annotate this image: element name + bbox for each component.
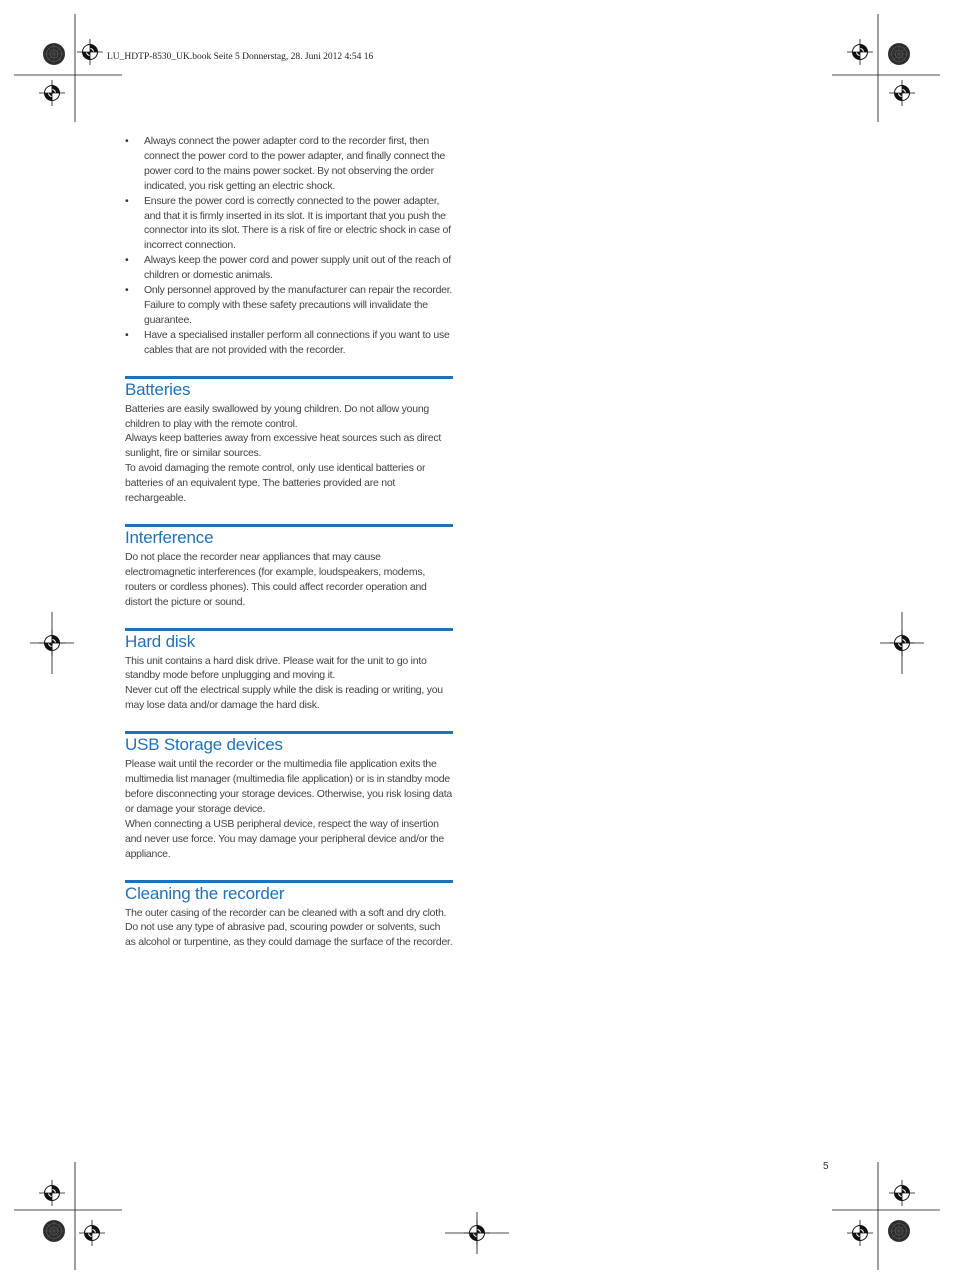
section-rule xyxy=(125,376,453,379)
paragraph: Batteries are easily swallowed by young children. Do not allow young children to play with the remote control. xyxy=(125,402,430,430)
paragraph: Never cut off the electrical supply while the disk is reading or writing, you may lose data and/or damage the hard disk. xyxy=(125,684,443,712)
section-batteries xyxy=(125,376,453,506)
bullet-item: • Have a specialised installer perform all connections if you want to use cables that are not provided with the recorder. xyxy=(125,328,453,358)
section-title: Cleaning the recorder xyxy=(125,883,285,903)
paragraph: When connecting a USB peripheral device, respect the way of insertion and never use force. You may damage your peripheral device and/or the appliance. xyxy=(125,817,444,860)
section-title: Hard disk xyxy=(125,631,196,651)
section-title: USB Storage devices xyxy=(125,735,283,755)
bullet-item: • Ensure the power cord is correctly connected to the power adapter, and that it is firmly inserted in its slot. It is important that you push the connector into its slot. There is a risk of fire or electric shock in case of incorrect connection. xyxy=(125,194,453,254)
paragraph: Do not place the recorder near appliances that may cause electromagnetic interferences (for example, loudspeakers, modems, routers or cordless phones). This could affect recorder operation and distort the picture or sound. xyxy=(125,550,427,608)
section-rule xyxy=(125,524,453,527)
section-rule xyxy=(125,628,453,631)
paragraph: The outer casing of the recorder can be cleaned with a soft and dry cloth. Do not use any type of abrasive pad, scouring powder or solvents, such as alcohol or turpentine, as they could damage the surface of the recorder. xyxy=(125,906,453,949)
section-rule xyxy=(125,731,453,734)
safety-bullet-list xyxy=(125,134,453,358)
section-interference xyxy=(125,524,453,610)
paragraph: Please wait until the recorder or the multimedia file application exits the multimedia list manager (multimedia file application) or is in standby mode before disconnecting your storage devices. Otherwise, you risk losing data or damage your storage device. xyxy=(125,758,453,815)
bullet-item: • Always connect the power adapter cord to the recorder first, then connect the power cord to the power adapter, and finally connect the power cord to the mains power socket. By not observing the order indicated, you risk getting an electric shock. xyxy=(125,134,453,194)
print-slug: LU_HDTP-8530_UK.book Seite 5 Donnerstag, 28. Juni 2012 4:54 16 xyxy=(107,52,374,62)
section-hard-disk xyxy=(125,628,453,714)
section-title: Batteries xyxy=(125,379,191,399)
section-usb-storage xyxy=(125,731,453,861)
section-title: Interference xyxy=(125,527,214,547)
paragraph: This unit contains a hard disk drive. Please wait for the unit to go into standby mode before unplugging and moving it. xyxy=(125,654,427,682)
section-cleaning xyxy=(125,880,453,951)
section-rule xyxy=(125,880,453,883)
paragraph: To avoid damaging the remote control, only use identical batteries or batteries of an equivalent type. The batteries provided are not rechargeable. xyxy=(125,462,426,505)
page-number: 5 xyxy=(823,1161,829,1172)
bullet-item: • Always keep the power cord and power supply unit out of the reach of children or domestic animals. xyxy=(125,253,453,283)
paragraph: Always keep batteries away from excessive heat sources such as direct sunlight, fire or similar sources. xyxy=(125,432,441,460)
main-content xyxy=(125,134,453,950)
bullet-item: • Only personnel approved by the manufacturer can repair the recorder. Failure to comply with these safety precautions will invalidate the guarantee. xyxy=(125,283,453,328)
